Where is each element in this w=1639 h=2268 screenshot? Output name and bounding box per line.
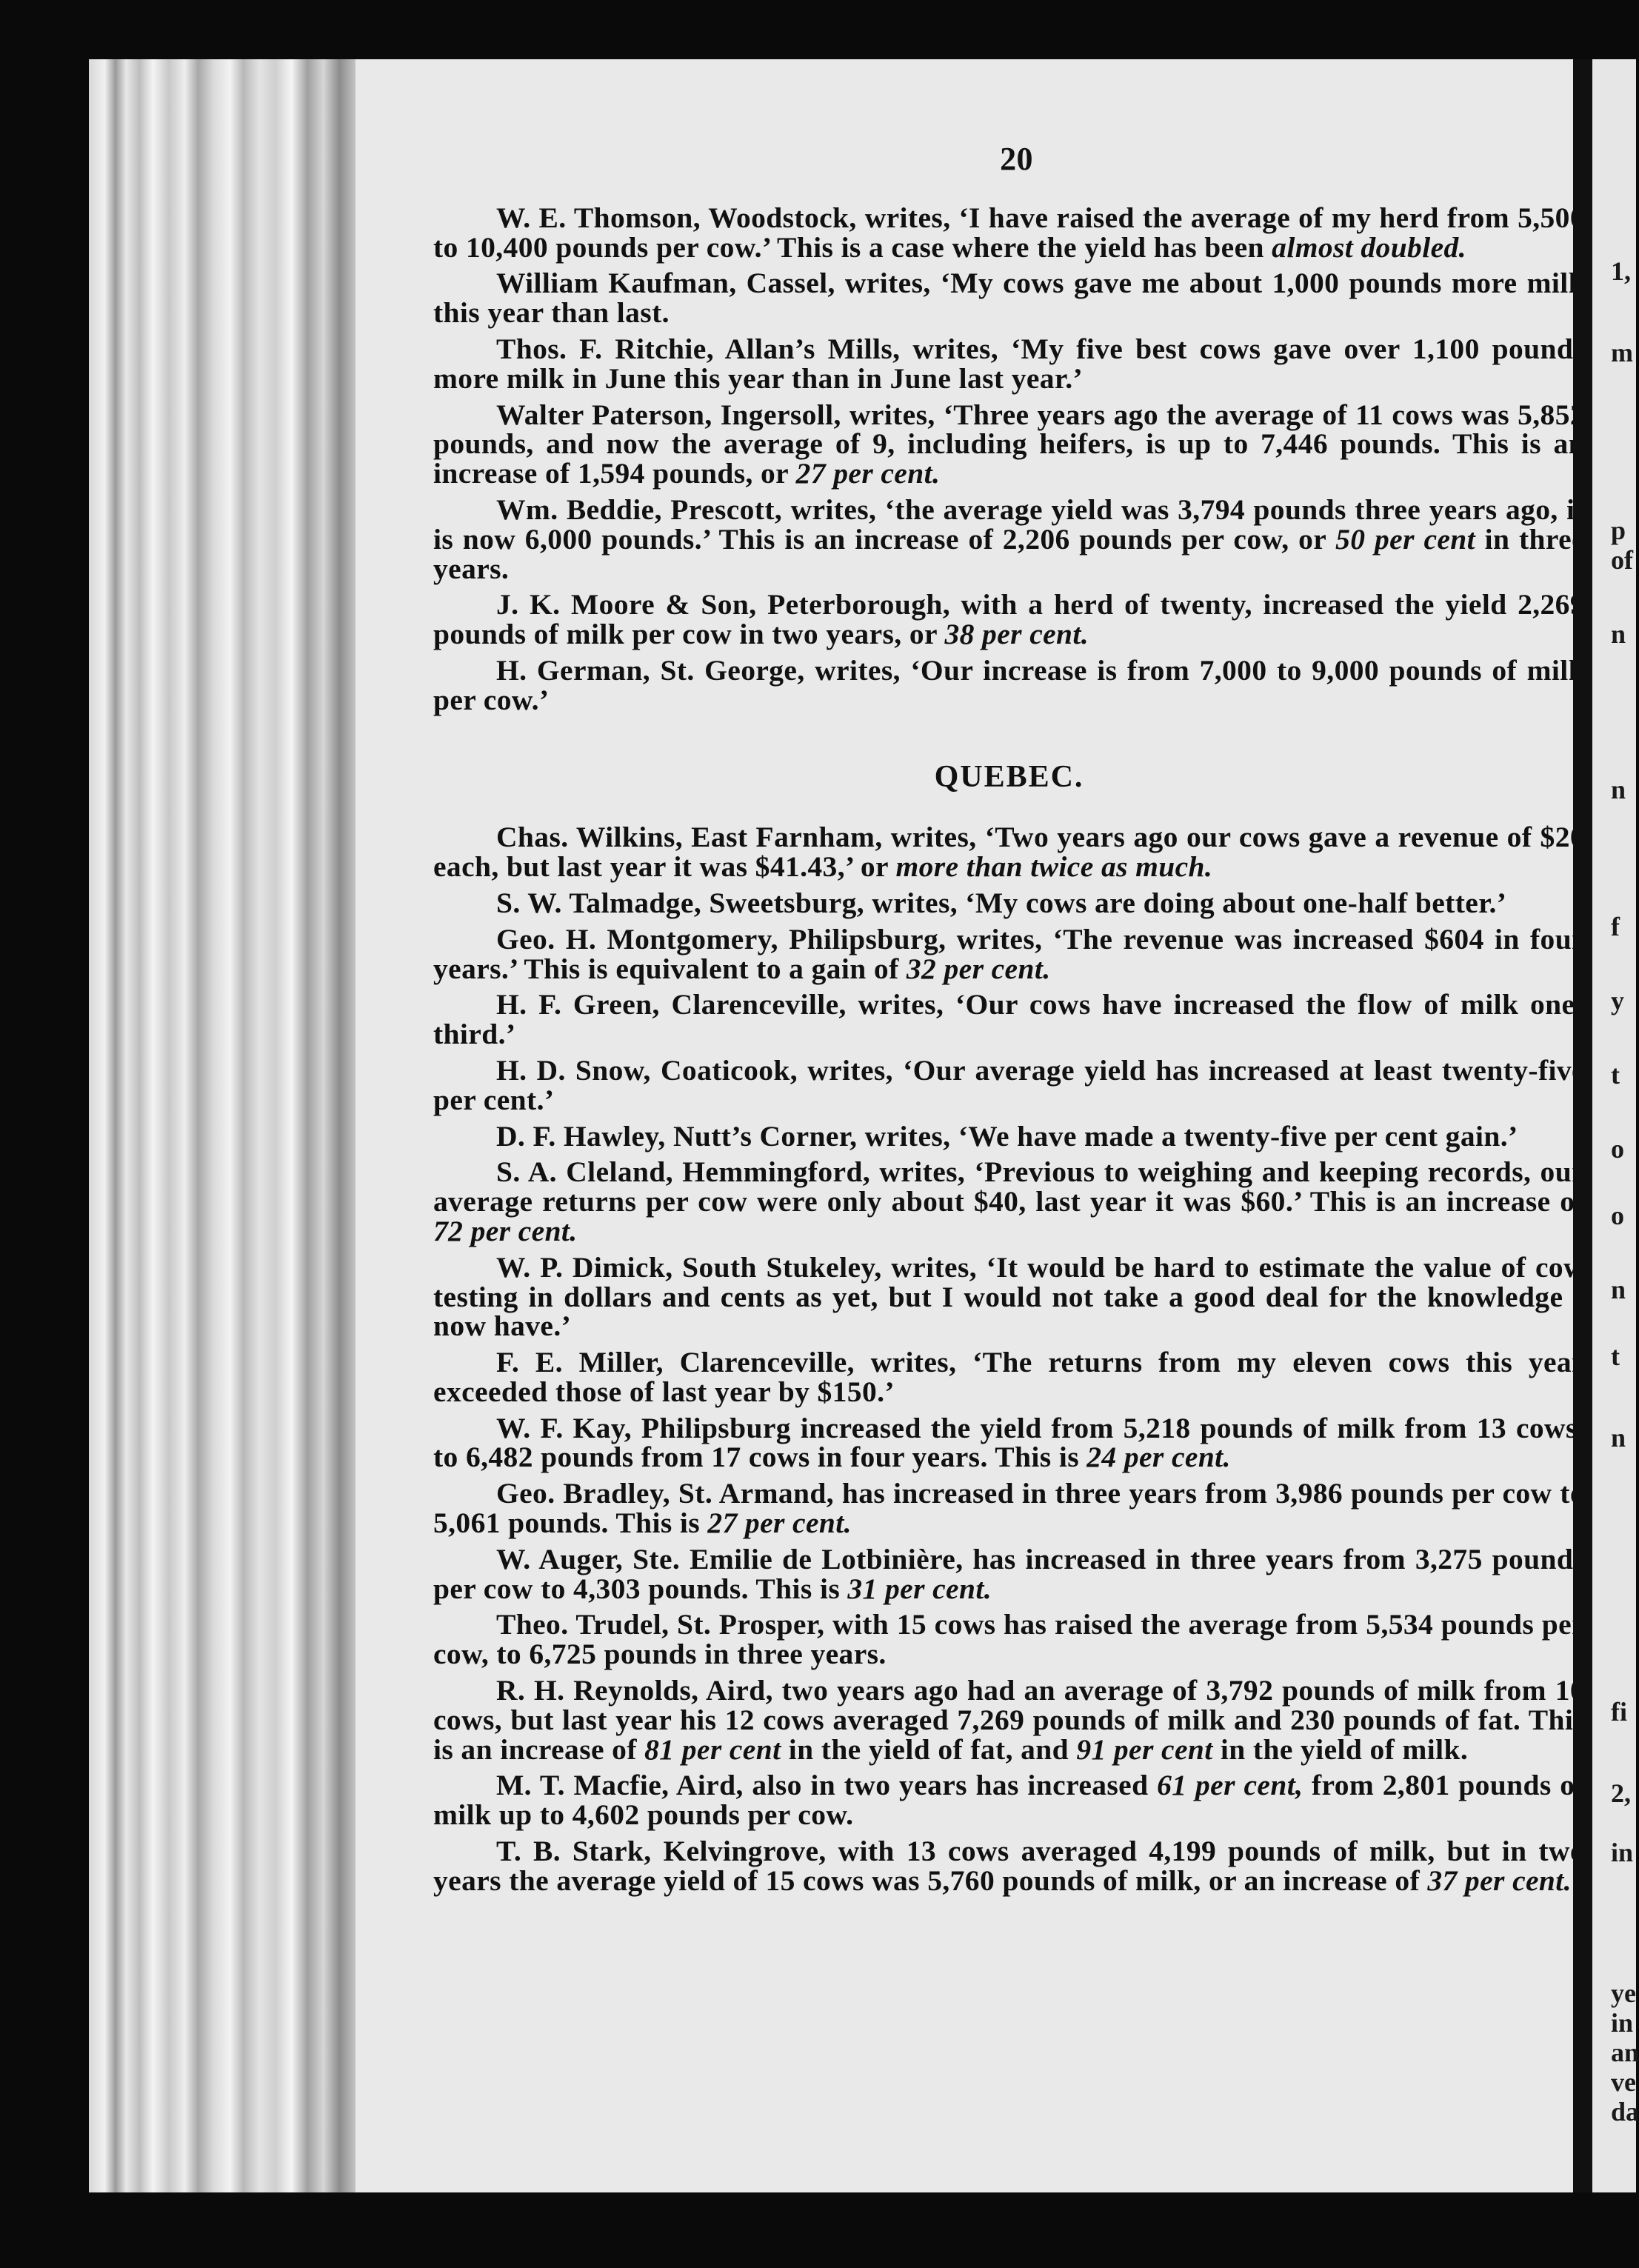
- testimonial-paragraph: W. P. Dimick, South Stukeley, writes, ‘It would be hard to estimate the value of cow testing in dollars and cents as yet, but I would not take a good deal for the knowledge I now have.’: [433, 1250, 1585, 1343]
- testimonial-paragraph: Chas. Wilkins, East Farnham, writes, ‘Two years ago our cows gave a revenue of $20 each, but last year it was $41.43,’ or more than twice as much.: [433, 821, 1585, 884]
- section-heading-quebec: QUEBEC.: [934, 759, 1084, 794]
- edge-fragment: o: [1611, 1201, 1624, 1230]
- testimonial-paragraph: H. German, St. George, writes, ‘Our increase is from 7,000 to 9,000 pounds of milk per cow.’: [433, 653, 1585, 716]
- testimonial-paragraph: Wm. Beddie, Prescott, writes, ‘the average yield was 3,794 pounds three years ago, it is now 6,000 pounds.’ This is an increase of 2,206 pounds per cow, or 50 per cent in three years.: [433, 493, 1586, 585]
- testimonial-paragraph: W. E. Thomson, Woodstock, writes, ‘I have raised the average of my herd from 5,500 to 10,400 pounds per cow.’ This is a case where the yield has been almost doubled.: [433, 201, 1585, 264]
- testimonial-paragraph: Geo. Bradley, St. Armand, has increased in three years from 3,986 pounds per cow to 5,061 pounds. This is 27 per cent.: [433, 1477, 1585, 1540]
- testimonial-paragraph: H. F. Green, Clarenceville, writes, ‘Our cows have increased the flow of milk one-third.’: [433, 988, 1585, 1051]
- testimonial-paragraph: D. F. Hawley, Nutt’s Corner, writes, ‘We have made a twenty-five per cent gain.’: [496, 1119, 1518, 1153]
- testimonial-paragraph: W. F. Kay, Philipsburg increased the yield from 5,218 pounds of milk from 13 cows, to 6,482 pounds from 17 cows in four years. This is 24 per cent.: [433, 1411, 1585, 1474]
- page-number: 20: [1000, 141, 1033, 177]
- edge-fragment: y: [1611, 986, 1624, 1015]
- edge-fragment: n: [1611, 775, 1626, 804]
- edge-fragment: n: [1611, 619, 1626, 649]
- next-page-strip: [1592, 59, 1636, 2192]
- edge-fragment: ve: [1611, 2067, 1636, 2097]
- testimonial-paragraph: Walter Paterson, Ingersoll, writes, ‘Three years ago the average of 11 cows was 5,852 pounds, and now the average of 9, including heifers, is up to 7,446 pounds. This is an increase of 1,594 pounds, or 27 per cent.: [433, 398, 1585, 490]
- edge-fragment: t: [1611, 1060, 1620, 1090]
- edge-fragment: fi: [1611, 1697, 1627, 1727]
- testimonial-paragraph: F. E. Miller, Clarenceville, writes, ‘The returns from my eleven cows this year exceeded those of last year by $150.’: [433, 1346, 1585, 1408]
- testimonial-paragraph: H. D. Snow, Coaticook, writes, ‘Our average yield has increased at least twenty-five per cent.’: [433, 1053, 1585, 1116]
- testimonial-paragraph: S. W. Talmadge, Sweetsburg, writes, ‘My cows are doing about one-half better.’: [496, 886, 1507, 919]
- edge-fragment: 2,: [1611, 1778, 1631, 1808]
- testimonial-paragraph: S. A. Cleland, Hemmingford, writes, ‘Previous to weighing and keeping records, our average returns per cow were only about $40, last year it was $60.’ This is an increase of 72 per cent.: [433, 1155, 1585, 1247]
- edge-fragment: 1,: [1611, 256, 1631, 286]
- testimonial-paragraph: M. T. Macfie, Aird, also in two years has increased 61 per cent, from 2,801 pounds of milk up to 4,602 pounds per cow.: [433, 1769, 1585, 1832]
- testimonial-paragraph: Theo. Trudel, St. Prosper, with 15 cows has raised the average from 5,534 pounds per cow, to 6,725 pounds in three years.: [433, 1608, 1585, 1671]
- edge-fragment: n: [1611, 1275, 1626, 1304]
- testimonial-paragraph: Thos. F. Ritchie, Allan’s Mills, writes, ‘My five best cows gave over 1,100 pounds more milk in June this year than in June last year.’: [433, 332, 1585, 395]
- testimonial-paragraph: Geo. H. Montgomery, Philipsburg, writes, ‘The revenue was increased $604 in four years.’ This is equivalent to a gain of 32 per cent.: [433, 922, 1585, 985]
- testimonial-paragraph: T. B. Stark, Kelvingrove, with 13 cows averaged 4,199 pounds of milk, but in two years the average yield of 15 cows was 5,760 pounds of milk, or an increase of 37 per cent.: [433, 1835, 1585, 1897]
- testimonial-paragraph: J. K. Moore & Son, Peterborough, with a herd of twenty, increased the yield 2,269 pounds of milk per cow in two years, or 38 per cent.: [433, 588, 1585, 651]
- edge-fragment: in: [1611, 2008, 1634, 2038]
- edge-fragment: of: [1611, 545, 1633, 575]
- testimonial-paragraph: R. H. Reynolds, Aird, two years ago had an average of 3,792 pounds of milk from 10 cows, but last year his 12 cows averaged 7,269 pounds of milk and 230 pounds of fat. This is an increase of 81 per cent in the yield of fat, and 91 per cent in the yield of milk.: [433, 1674, 1585, 1766]
- testimonial-paragraph: W. Auger, Ste. Emilie de Lotbinière, has increased in three years from 3,275 pounds per cow to 4,303 pounds. This is 31 per cent.: [433, 1542, 1585, 1605]
- page-content: [433, 141, 1586, 1903]
- testimonial-paragraph: William Kaufman, Cassel, writes, ‘My cows gave me about 1,000 pounds more milk this year than last.: [433, 267, 1585, 330]
- edge-fragment: da: [1611, 2097, 1639, 2127]
- edge-fragment: n: [1611, 1423, 1626, 1452]
- edge-fragment: p: [1611, 516, 1626, 545]
- quebec-testimonials: [433, 823, 1585, 1895]
- edge-fragment: an: [1611, 2038, 1639, 2067]
- book-binding-gutter: [89, 59, 355, 2192]
- edge-fragment: t: [1611, 1341, 1620, 1371]
- ontario-testimonials: [433, 201, 1586, 716]
- edge-fragment: ye: [1611, 1978, 1636, 2008]
- edge-fragment: o: [1611, 1134, 1624, 1164]
- edge-fragment: in: [1611, 1838, 1634, 1867]
- edge-fragment: m: [1611, 338, 1633, 367]
- edge-fragment: f: [1611, 912, 1620, 941]
